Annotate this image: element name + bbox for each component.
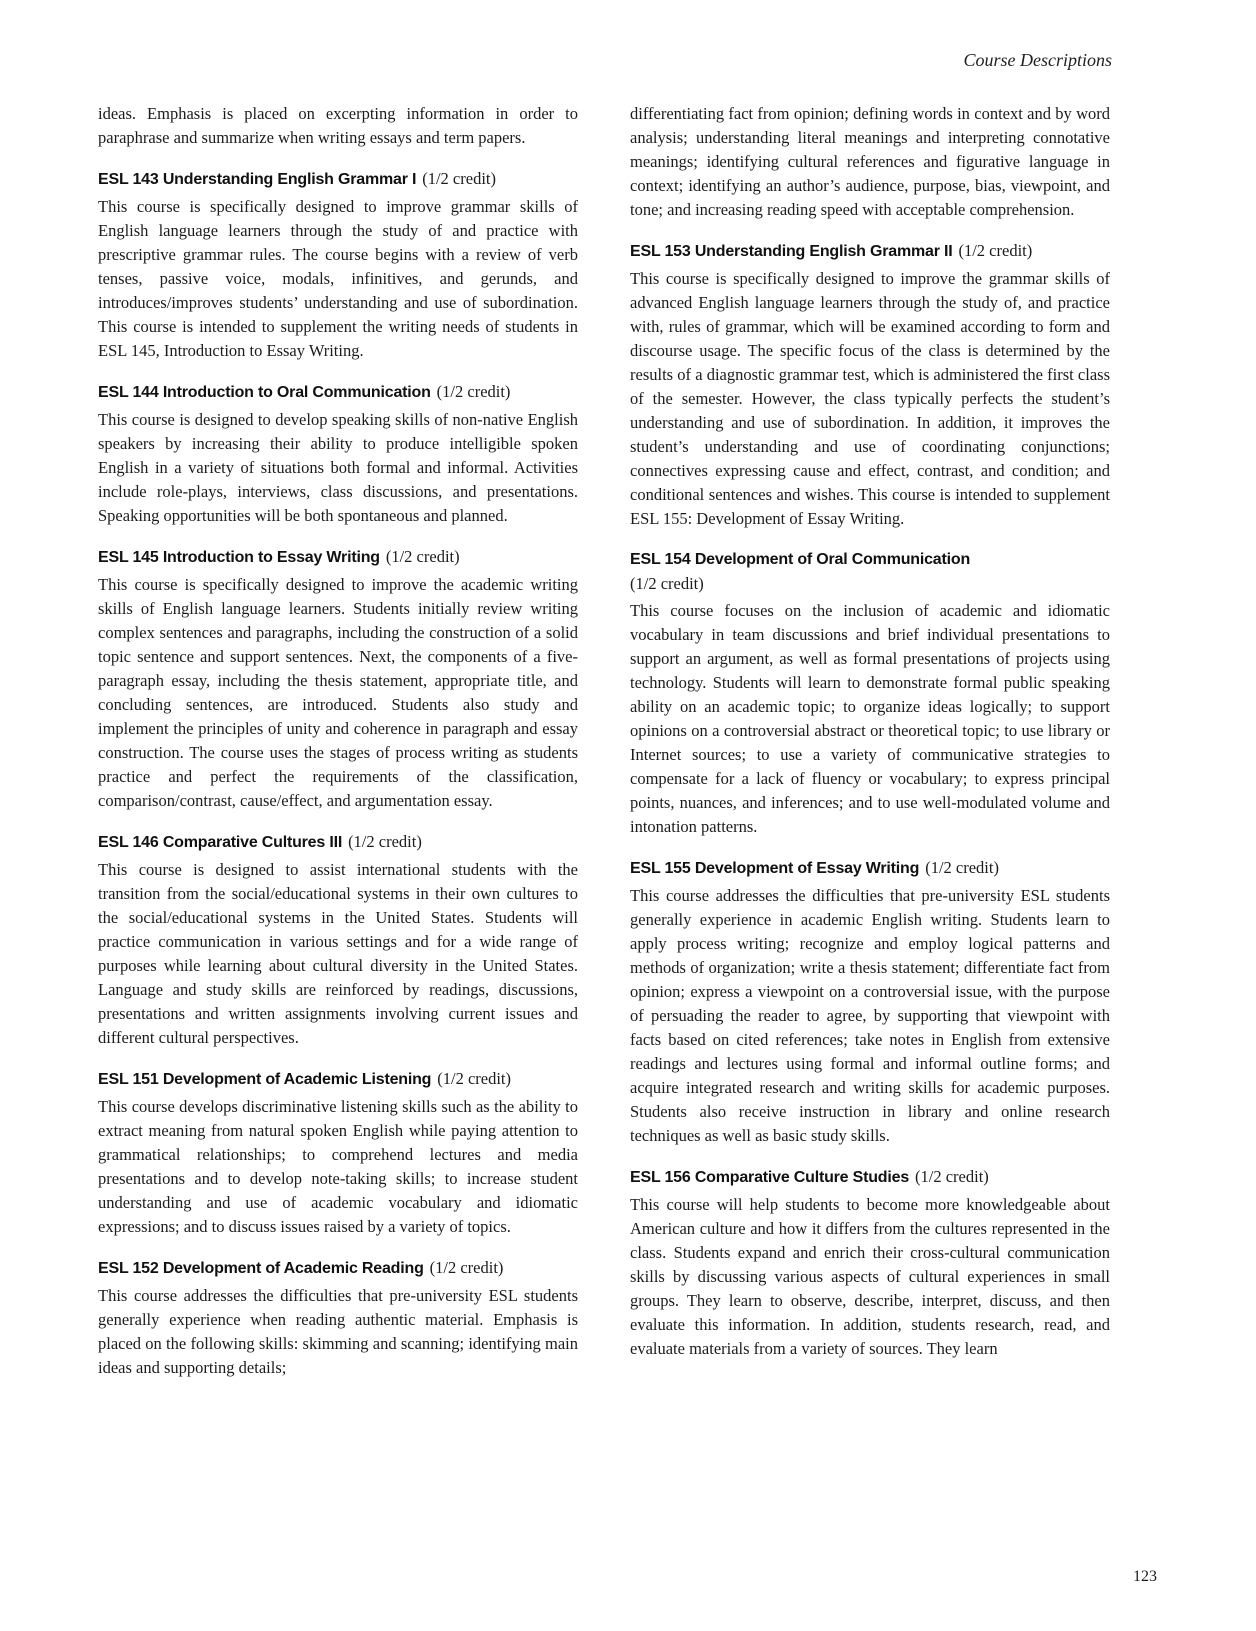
course-heading (98, 545, 578, 570)
course-esl-146 (98, 830, 578, 1050)
course-code-title: ESL 146 Comparative Cultures III (98, 834, 343, 851)
course-credit: (1/2 credit) (385, 547, 460, 566)
course-credit: (1/2 credit) (422, 169, 496, 188)
course-code-title: ESL 155 Development of Essay Writing (630, 860, 920, 877)
course-esl-152 (98, 1256, 578, 1380)
running-header-text: Course Descriptions (963, 50, 1112, 70)
right-column (630, 102, 1110, 1380)
course-description: This course is designed to develop speaking skills of non-native English speakers by increasing their ability to produce intelligible spoken English in a variety of situations both formal and informal. Activities include role-plays, interviews, class discussions, and presentations. Speaking opportunities will be both spontaneous and planned. (98, 410, 578, 525)
course-heading (630, 1165, 1110, 1190)
course-description: This course focuses on the inclusion of academic and idiomatic vocabulary in team discussions and brief individual presentations to support an argument, as well as formal presentations of projects using technology. Students will learn to demonstrate formal public speaking ability on an academic topic; to organize ideas logically; to support opinions on a controversial abstract or theoretical topic; to use library or Internet sources; to use a variety of communicative strategies to compensate for a lack of fluency or vocabulary; to express principal points, nuances, and inferences; and to use well-modulated volume and intonation patterns. (630, 601, 1110, 836)
course-description: This course addresses the difficulties that pre-university ESL students generally experience when reading authentic material. Emphasis is placed on the following skills: skimming and scanning; identifying main ideas and supporting details; (98, 1286, 578, 1377)
course-esl-153 (630, 239, 1110, 531)
course-description: This course is specifically designed to improve grammar skills of English language learners through the study of and practice with prescriptive grammar rules. The course begins with a review of verb tenses, passive voice, modals, infinitives, and gerunds, and introduces/improves students’ understanding and use of subordination. This course is intended to supplement the writing needs of students in ESL 145, Introduction to Essay Writing. (98, 197, 578, 360)
page-number: 123 (1133, 1568, 1157, 1585)
course-heading (630, 239, 1110, 264)
course-code-title: ESL 145 Introduction to Essay Writing (98, 549, 380, 566)
course-heading (98, 1067, 578, 1092)
course-credit: (1/2 credit) (925, 858, 999, 877)
course-code-title: ESL 151 Development of Academic Listening (98, 1071, 432, 1088)
paragraph-continuation: ideas. Emphasis is placed on excerpting information in order to paraphrase and summarize when writing essays and term papers. (98, 104, 578, 147)
two-column-body (0, 72, 1256, 1380)
course-credit: (1/2 credit) (436, 382, 511, 401)
course-code-title: ESL 143 Understanding English Grammar I (98, 171, 417, 188)
course-esl-156 (630, 1165, 1110, 1361)
course-description: This course will help students to become more knowledgeable about American culture and how it differs from the cultures represented in the class. Students expand and enrich their cross-cultural communication skills by discussing various aspects of cultural experiences in small groups. They learn to observe, describe, interpret, discuss, and then evaluate this information. In addition, students research, read, and evaluate materials from a variety of sources. They learn (630, 1195, 1110, 1358)
course-esl-155 (630, 856, 1110, 1148)
course-description: This course is specifically designed to improve the grammar skills of advanced English language learners through the study of, and practice with, rules of grammar, which will be examined according to form and discourse usage. The specific focus of the class is determined by the results of a diagnostic grammar test, which is administered the first class of the semester. However, the class typically perfects the student’s understanding and use of subordination. In addition, it improves the student’s understanding and use of coordinating conjunctions; connectives expressing cause and effect, contrast, and condition; and conditional sentences and wishes. This course is intended to supplement ESL 155: Development of Essay Writing. (630, 269, 1110, 528)
course-esl-145 (98, 545, 578, 813)
paragraph-continuation: differentiating fact from opinion; defining words in context and by word analysis; understanding literal meanings and interpreting connotative meanings; identifying cultural references and figurative language in context; identifying an author’s audience, purpose, bias, viewpoint, and tone; and increasing reading speed with acceptable comprehension. (630, 104, 1110, 219)
course-code-title: ESL 153 Understanding English Grammar II (630, 243, 953, 260)
course-description: This course is designed to assist international students with the transition from the social/educational systems in their own cultures to the social/educational systems in the United States. Students will practice communication in various settings and for a wide range of purposes while learning about cultural diversity in the United States. Language and study skills are reinforced by readings, discussions, presentations and written assignments involving current issues and different cultural perspectives. (98, 860, 578, 1047)
course-heading (630, 548, 1110, 596)
course-credit: (1/2 credit) (437, 1069, 511, 1088)
course-heading (98, 1256, 578, 1281)
course-code-title: ESL 156 Comparative Culture Studies (630, 1169, 910, 1186)
course-esl-143 (98, 167, 578, 363)
course-credit: (1/2 credit) (915, 1167, 989, 1186)
running-header (0, 0, 1256, 72)
left-column (98, 102, 578, 1380)
course-heading (630, 856, 1110, 881)
course-code-title: ESL 154 Development of Oral Communication (630, 551, 971, 568)
course-heading (98, 380, 578, 405)
course-credit: (1/2 credit) (348, 832, 422, 851)
course-code-title: ESL 152 Development of Academic Reading (98, 1260, 424, 1277)
course-heading (98, 830, 578, 855)
course-description: This course addresses the difficulties that pre-university ESL students generally experience in academic English writing. Students learn to apply process writing; recognize and employ logical patterns and methods of organization; write a thesis statement; differentiate fact from opinion; express a viewpoint on a controversial issue, with the purpose of persuading the reader to agree, by supporting that viewpoint with facts based on cited references; take notes in English from extensive readings and lectures using formal and informal outline forms; and acquire integrated research and writing skills for academic purposes. Students also receive instruction in library and online research techniques as well as basic study skills. (630, 886, 1110, 1145)
course-esl-151 (98, 1067, 578, 1239)
course-credit: (1/2 credit) (958, 241, 1033, 260)
course-credit: (1/2 credit) (630, 574, 704, 593)
course-code-title: ESL 144 Introduction to Oral Communication (98, 384, 431, 401)
course-esl-144 (98, 380, 578, 528)
course-credit: (1/2 credit) (429, 1258, 504, 1277)
course-description: This course is specifically designed to improve the academic writing skills of English language learners. Students initially review writing complex sentences and paragraphs, including the construction of a solid topic sentence and support sentences. Next, the components of a five-paragraph essay, including the thesis statement, appropriate title, and concluding sentences, are introduced. Students also study and implement the principles of unity and coherence in paragraph and essay construction. The course uses the stages of process writing as students practice and perfect the requirements of the classification, comparison/contrast, cause/effect, and argumentation essay. (98, 575, 578, 810)
course-esl-154 (630, 548, 1110, 839)
course-heading (98, 167, 578, 192)
course-description: This course develops discriminative listening skills such as the ability to extract meaning from natural spoken English while paying attention to grammatical relationships; to comprehend lectures and media presentations and to develop note-taking skills; to increase student understanding and use of academic vocabulary and idiomatic expressions; and to discuss issues raised by a variety of topics. (98, 1097, 578, 1236)
